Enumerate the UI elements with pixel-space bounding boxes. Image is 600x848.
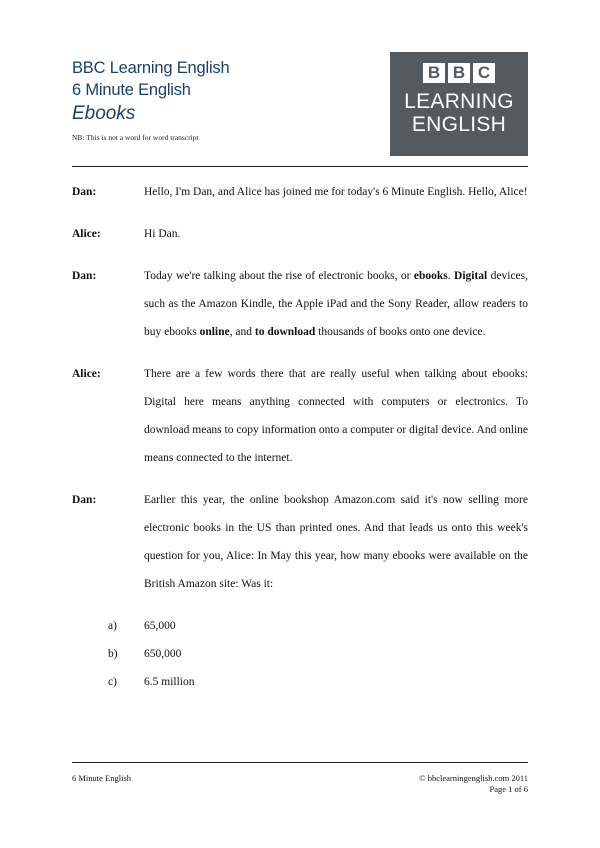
speaker-name: Dan: — [72, 186, 97, 198]
speaker-name: Alice: — [72, 368, 101, 380]
transcript-body — [72, 178, 528, 696]
speech-fragment: . — [447, 270, 455, 282]
topic-title: Ebooks — [72, 103, 136, 124]
document-header — [72, 57, 229, 142]
footer-copyright: © bbclearningenglish.com 2011 — [419, 773, 528, 783]
speaker-name: Dan: — [72, 494, 97, 506]
transcript-turn — [72, 360, 528, 472]
series-title: 6 Minute English — [72, 81, 191, 99]
header-divider — [72, 166, 528, 167]
logo-block-b1: B — [423, 63, 445, 83]
speech-text — [144, 360, 528, 472]
speech-fragment: thousands of books onto one device. — [315, 326, 486, 338]
option-value: 6.5 million — [144, 676, 195, 688]
option-value: 650,000 — [144, 648, 182, 660]
page-number: Page 1 of 6 — [489, 784, 528, 794]
logo-block-b2: B — [448, 63, 470, 83]
speech-text — [144, 486, 528, 598]
transcript-note: NB: This is not a word for word transcript — [72, 133, 199, 142]
speech-fragment: Today we're talking about the rise of electronic books, or — [144, 270, 414, 282]
logo-word-learning: LEARNING — [404, 90, 514, 113]
speech-text — [144, 220, 528, 248]
transcript-turn — [72, 220, 528, 248]
footer-divider — [72, 762, 528, 763]
brand-title: BBC Learning English — [72, 59, 230, 77]
option-letter: a) — [108, 620, 117, 632]
footer-right — [419, 773, 528, 795]
speech-fragment: There are a few words there that are really useful when talking about ebooks: Digital here means anything connected with computers or electronics. To download means to copy information onto a computer or digital device. And online means connected to the internet. — [144, 368, 528, 464]
quiz-option — [108, 640, 528, 668]
speech-fragment: Hi Dan. — [144, 228, 181, 240]
speech-fragment: , and — [229, 326, 255, 338]
option-letter: c) — [108, 676, 117, 688]
vocabulary-term: online — [199, 326, 230, 338]
bbc-learning-english-logo — [390, 52, 528, 156]
speaker-name: Dan: — [72, 270, 97, 282]
quiz-option — [108, 612, 528, 640]
option-value: 65,000 — [144, 620, 176, 632]
vocabulary-term: ebooks — [413, 270, 448, 282]
transcript-turn — [72, 262, 528, 346]
speech-text — [144, 262, 528, 346]
vocabulary-term: Digital — [454, 270, 488, 282]
transcript-turn — [72, 486, 528, 598]
vocabulary-term: to download — [254, 326, 316, 338]
logo-block-c: C — [473, 63, 495, 83]
footer-series: 6 Minute English — [72, 773, 132, 783]
speech-fragment: Hello, I'm Dan, and Alice has joined me for today's 6 Minute English. Hello, Alice! — [144, 186, 528, 198]
transcript-turns — [72, 178, 528, 598]
speech-fragment: devices, such as the Amazon Kindle, the Apple iPad and the Sony Reader, allow readers to buy ebooks — [144, 270, 528, 338]
quiz-options — [108, 612, 528, 696]
speaker-name: Alice: — [72, 228, 101, 240]
speech-fragment: Earlier this year, the online bookshop Amazon.com said it's now selling more electronic books in the US than printed ones. And that leads us onto this week's question for you, Alice: In May this year, how many ebooks were available on the British Amazon site: Was it: — [144, 494, 528, 590]
transcript-turn — [72, 178, 528, 206]
option-letter: b) — [108, 648, 118, 660]
quiz-option — [108, 668, 528, 696]
logo-word-english: ENGLISH — [411, 113, 507, 136]
bbc-blocks — [390, 63, 528, 83]
speech-text — [144, 178, 528, 206]
